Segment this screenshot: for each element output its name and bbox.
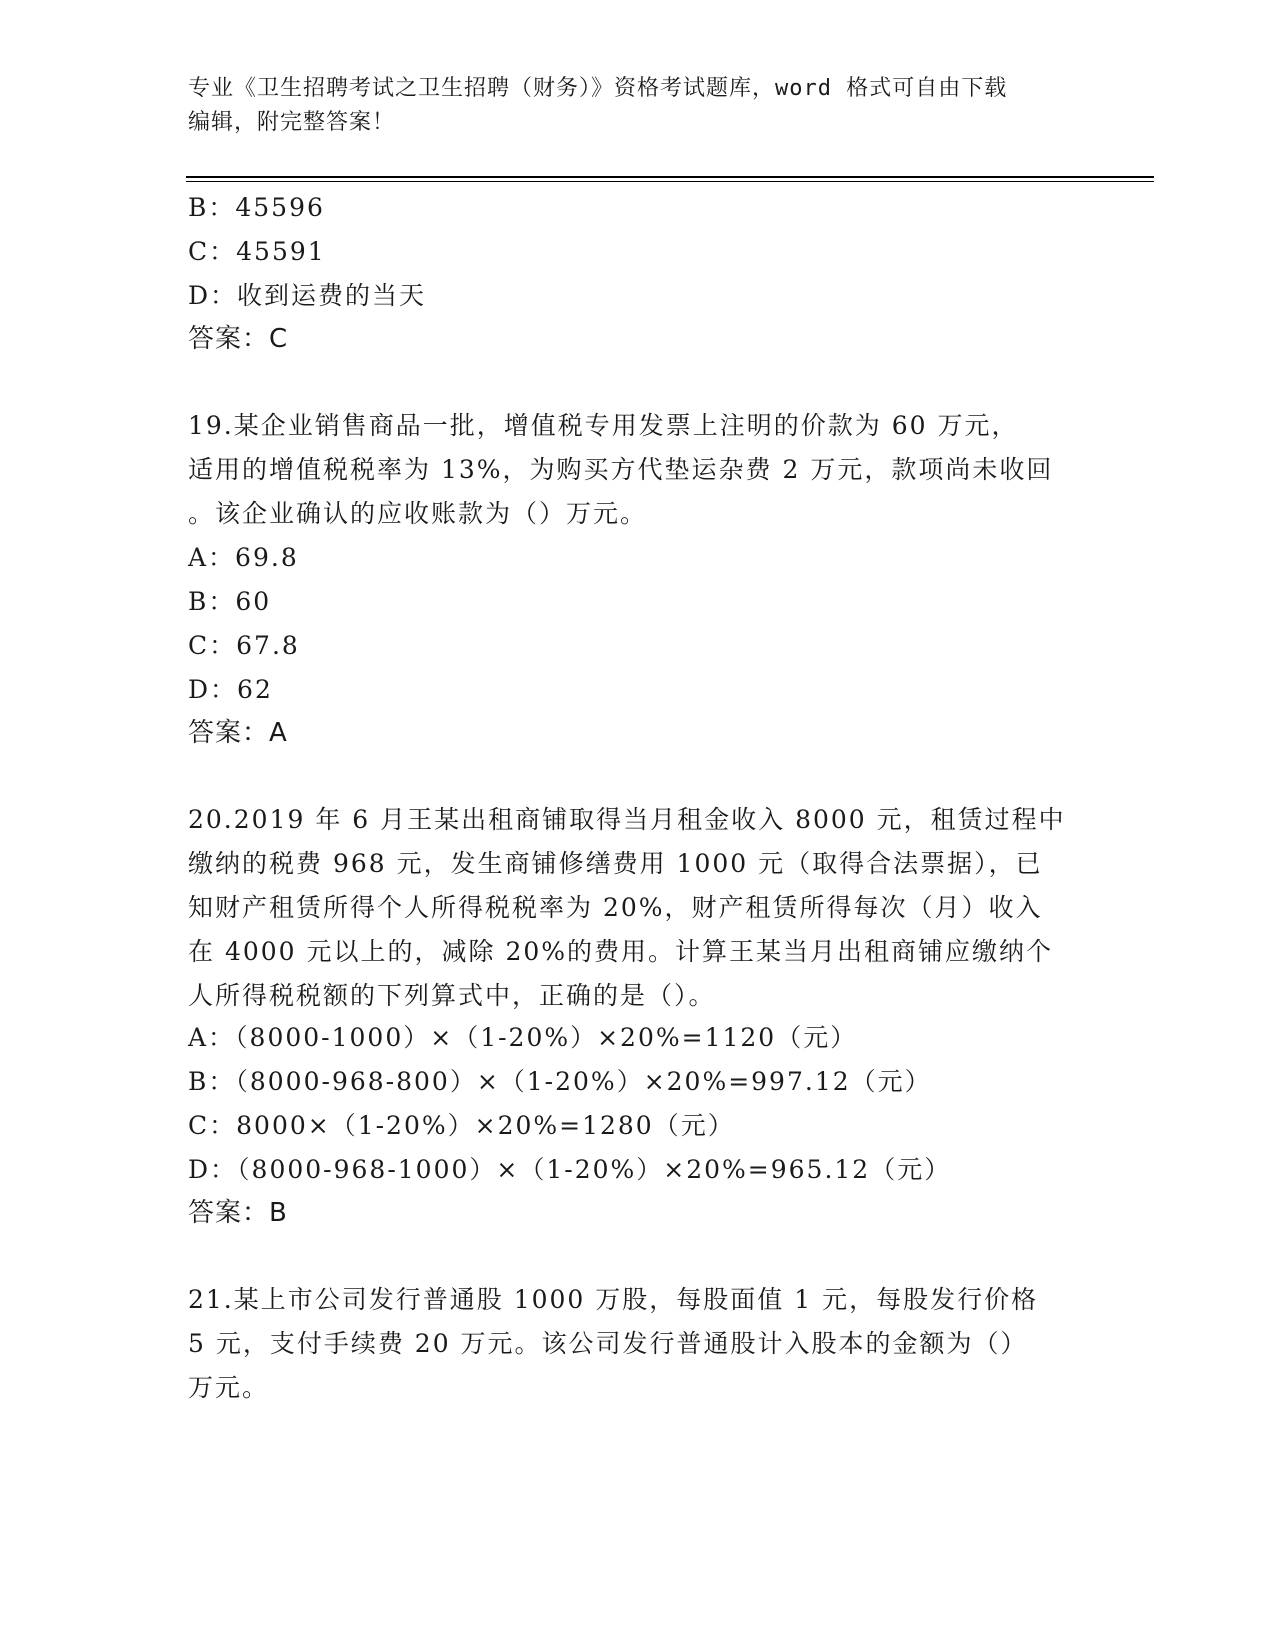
q21-stem-line-2: 5 元，支付手续费 20 万元。该公司发行普通股计入股本的金额为（） — [188, 1329, 1028, 1358]
q19-option-a: A：69.8 — [188, 543, 299, 572]
q20-stem-line-3: 知财产租赁所得个人所得税税率为 20%，财产租赁所得每次（月）收入 — [188, 893, 1043, 922]
q20-stem-line-1: 20.2019 年 6 月王某出租商铺取得当月租金收入 8000 元，租赁过程中 — [188, 805, 1066, 834]
q20-stem-line-4: 在 4000 元以上的，减除 20%的费用。计算王某当月出租商铺应缴纳个 — [188, 937, 1054, 966]
q20-option-a: A：（8000-1000）×（1-20%）×20%=1120（元） — [188, 1023, 858, 1052]
q20-stem-line-2: 缴纳的税费 968 元，发生商铺修缮费用 1000 元（取得合法票据），已 — [188, 849, 1043, 878]
page-header — [188, 72, 1088, 140]
q20-option-d: D：（8000-968-1000）×（1-20%）×20%=965.12（元） — [188, 1155, 952, 1184]
q19-stem-line-3: 。该企业确认的应收账款为（）万元。 — [188, 499, 648, 528]
q21-stem-line-3: 万元。 — [188, 1373, 270, 1402]
q18-option-c: C：45591 — [188, 237, 326, 266]
q20-answer: 答案：B — [188, 1198, 288, 1228]
header-line-2: 编辑，附完整答案！ — [188, 110, 396, 135]
q18-option-d: D：收到运费的当天 — [188, 281, 427, 310]
q19-option-b: B：60 — [188, 587, 272, 616]
q20-option-c: C：8000×（1-20%）×20%=1280（元） — [188, 1111, 735, 1140]
header-divider-thin — [186, 181, 1154, 182]
q20-option-b: B：（8000-968-800）×（1-20%）×20%=997.12（元） — [188, 1067, 932, 1096]
q18-answer: 答案：C — [188, 324, 289, 354]
q20-stem-line-5: 人所得税税额的下列算式中，正确的是（）。 — [188, 981, 716, 1010]
q19-stem-line-2: 适用的增值税税率为 13%，为购买方代垫运杂费 2 万元，款项尚未收回 — [188, 455, 1054, 484]
header-divider-thick — [186, 176, 1154, 178]
q19-stem-line-1: 19.某企业销售商品一批，增值税专用发票上注明的价款为 60 万元， — [188, 411, 1019, 440]
q18-option-b: B：45596 — [188, 193, 325, 222]
header-line-1: 专业《卫生招聘考试之卫生招聘（财务）》资格考试题库，word 格式可自由下载 — [188, 76, 1008, 101]
q19-option-d: D：62 — [188, 675, 273, 704]
q19-answer: 答案：A — [188, 718, 288, 748]
q19-option-c: C：67.8 — [188, 631, 300, 660]
q21-stem-line-1: 21.某上市公司发行普通股 1000 万股，每股面值 1 元，每股发行价格 — [188, 1285, 1039, 1314]
